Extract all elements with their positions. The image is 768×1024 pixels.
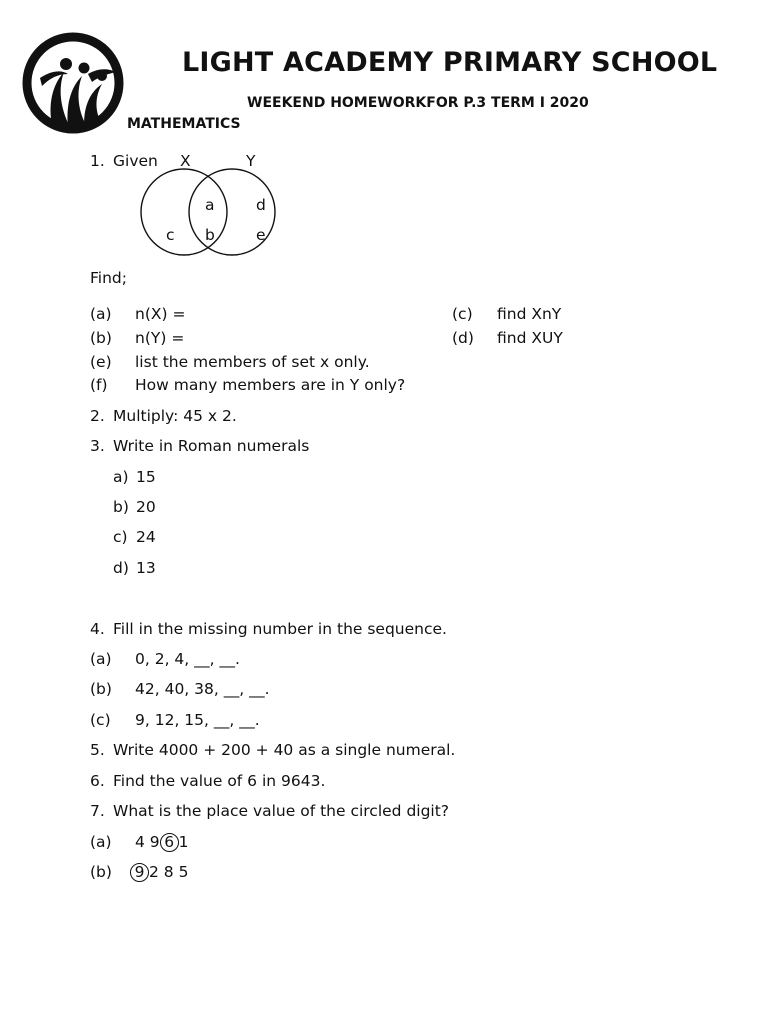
- q1-part-label: (b): [90, 329, 112, 347]
- venn-element-a: a: [205, 196, 215, 214]
- q1-given: Given: [113, 152, 158, 170]
- q4-item-label: (b): [90, 680, 112, 698]
- q3-item-label: b): [113, 498, 129, 516]
- q7a-circled-digit: 6: [160, 833, 179, 852]
- q1-part-text: list the members of set x only.: [135, 353, 370, 371]
- school-name: LIGHT ACADEMY PRIMARY SCHOOL: [182, 47, 718, 78]
- q3-item-label: a): [113, 468, 129, 486]
- q1-part-text: find XUY: [497, 329, 563, 347]
- q3-item-text: 24: [136, 528, 156, 546]
- venn-element-b: b: [205, 226, 215, 244]
- q7b-number: [130, 862, 188, 882]
- q4-item-text: 42, 40, 38, __, __.: [135, 680, 270, 698]
- q1-part-text: How many members are in Y only?: [135, 376, 406, 394]
- q4-item-text: 0, 2, 4, __, __.: [135, 650, 240, 668]
- q1-part-label: (c): [452, 305, 473, 323]
- q7a-digits-after: 1: [178, 833, 189, 851]
- q1-part-label: (d): [452, 329, 474, 347]
- subject-title: MATHEMATICS: [127, 116, 241, 132]
- q4-item-label: (a): [90, 650, 112, 668]
- q7a-label: (a): [90, 833, 112, 851]
- q7-text: What is the place value of the circled digit?: [113, 802, 450, 820]
- venn-element-c: c: [166, 226, 175, 244]
- q7b-circled-digit: 9: [130, 863, 149, 882]
- q3-number: 3.: [90, 437, 105, 455]
- q2-text: Multiply: 45 x 2.: [113, 407, 237, 425]
- venn-element-d: d: [256, 196, 266, 214]
- q7a-digits-before: 4 9: [135, 833, 160, 851]
- q1-part-label: (f): [90, 376, 108, 394]
- q1-part-label: (e): [90, 353, 112, 371]
- q4-item-label: (c): [90, 711, 111, 729]
- q6-text: Find the value of 6 in 9643.: [113, 772, 326, 790]
- venn-element-e: e: [256, 226, 266, 244]
- q5-number: 5.: [90, 741, 105, 759]
- q3-item-label: c): [113, 528, 128, 546]
- q7b-label: (b): [90, 863, 112, 881]
- homework-title: WEEKEND HOMEWORKFOR P.3 TERM I 2020: [247, 95, 589, 111]
- q1-part-text: n(Y) =: [135, 329, 185, 347]
- q4-text: Fill in the missing number in the sequence.: [113, 620, 447, 638]
- q7b-digits-after: 2 8 5: [149, 863, 189, 881]
- q1-part-text: n(X) =: [135, 305, 186, 323]
- school-logo: [22, 30, 124, 136]
- q3-item-text: 13: [136, 559, 156, 577]
- q3-text: Write in Roman numerals: [113, 437, 310, 455]
- q1-part-text: find XnY: [497, 305, 562, 323]
- q1-find: Find;: [90, 269, 127, 287]
- venn-label-y: Y: [246, 152, 256, 170]
- q7-number: 7.: [90, 802, 105, 820]
- q4-item-text: 9, 12, 15, __, __.: [135, 711, 260, 729]
- q6-number: 6.: [90, 772, 105, 790]
- q2-number: 2.: [90, 407, 105, 425]
- q4-number: 4.: [90, 620, 105, 638]
- venn-label-x: X: [180, 152, 191, 170]
- q5-text: Write 4000 + 200 + 40 as a single numeral.: [113, 741, 456, 759]
- q7a-number: [135, 832, 189, 852]
- q1-part-label: (a): [90, 305, 112, 323]
- q3-item-text: 15: [136, 468, 156, 486]
- q1-number: 1.: [90, 152, 105, 170]
- q3-item-text: 20: [136, 498, 156, 516]
- q3-item-label: d): [113, 559, 129, 577]
